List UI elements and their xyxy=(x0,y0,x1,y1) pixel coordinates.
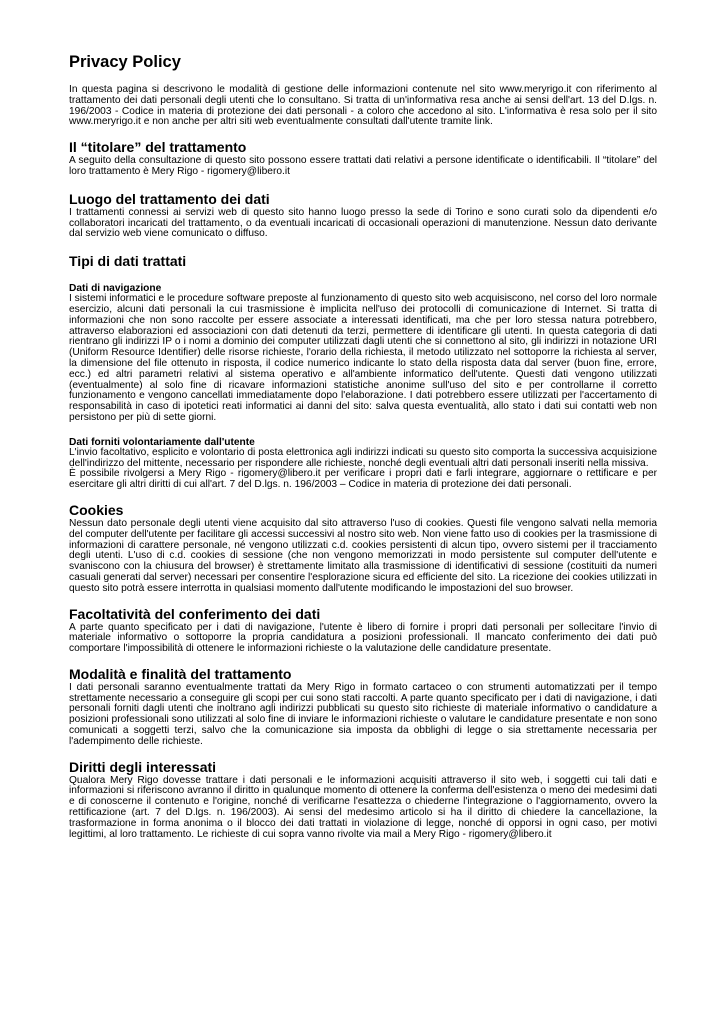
section-heading-diritti: Diritti degli interessati xyxy=(69,758,217,775)
section-modalita xyxy=(69,666,657,748)
section-text-diritti: Qualora Mery Rigo dovesse trattare i dati personali e le informazioni acquisiti attraverso il sito web, i soggetti cui tali dati e informazioni si riferiscono avranno il diritto in qualunque momento di ottenere la conferma dell'esistenza o meno dei medesimi dati e di conoscerne il contenuto e l'origine, nonché di verificarne l'esattezza o chiederne l'integrazione o l'aggiornamento, ovvero la rettificazione (art. 7 del D.lgs. n. 196/2003). Ai sensi del medesimo articolo si ha il diritto di chiedere la cancellazione, la trasformazione in forma anonima o il blocco dei dati trattati in violazione di legge, nonché di opporsi in ogni caso, per motivi legittimi, al loro trattamento. Le richieste di cui sopra vanno rivolte via mail a Mery Rigo - rigomery@libero.it xyxy=(69,774,657,840)
section-luogo xyxy=(69,191,657,240)
subsection-volontari xyxy=(69,437,657,491)
section-heading-luogo: Luogo del trattamento dei dati xyxy=(69,190,270,207)
section-text-titolare: A seguito della consultazione di questo sito possono essere trattati dati relativi a persone identificate o identificabili. Il “titolare” del loro trattamento è Mery Rigo - rigomery@libero.it xyxy=(69,155,657,177)
section-text-facoltativita: A parte quanto specificato per i dati di navigazione, l'utente è libero di fornire i propri dati personali per sollecitare l'invio di materiale informativo o sottoporre la propria candidatura a posizioni professionali. Il mancato conferimento dei dati può comportare l'impossibilità di ottenere le informazioni richieste o la valutazione delle candidature presentate. xyxy=(69,621,657,655)
subheading-navigazione: Dati di navigazione xyxy=(69,283,162,295)
section-text-modalita: I dati personali saranno eventualmente trattati da Mery Rigo in formato cartaceo o con strumenti automatizzati per il tempo strettamente necessario a conseguire gli scopi per cui sono stati raccolti. A parte quanto specificato per i dati di navigazione, i dati personali forniti dagli utenti che inoltrano agli indirizzi pubblicati su questo sito richieste di materiale informativo o candidature a posizioni professionali sono utilizzati al solo fine di inviare le informazioni richieste o valutare le candidature presentate e non sono comunicati a soggetti terzi, salvo che la comunicazione sia imposta da obblighi di legge o sia strettamente necessaria per l'adempimento delle richieste. xyxy=(69,681,657,747)
page-title: Privacy Policy xyxy=(69,53,181,71)
section-heading-titolare: Il “titolare” del trattamento xyxy=(69,139,247,156)
section-cookies xyxy=(69,502,657,595)
subsection-text-navigazione: I sistemi informatici e le procedure software preposte al funzionamento di questo sito web acquisiscono, nel corso del loro normale esercizio, alcuni dati personali la cui trasmissione è implicita nell'uso dei protocolli di comunicazione di Internet. Si tratta di informazioni che non sono raccolte per essere associate a interessati identificati, ma che per loro stessa natura potrebbero, attraverso elaborazioni ed associazioni con dati detenuti da terzi, permettere di identificare gli utenti. In questa categoria di dati rientrano gli indirizzi IP o i nomi a dominio dei computer utilizzati dagli utenti che si connettono al sito, gli indirizzi in notazione URI (Uniform Resource Identifier) delle risorse richieste, l'orario della richiesta, il metodo utilizzato nel sottoporre la richiesta al server, la dimensione del file ottenuto in risposta, il codice numerico indicante lo stato della risposta data dal server (buon fine, errore, ecc.) ed altri parametri relativi al sistema operativo e all'ambiente informatico dell'utente. Questi dati vengono utilizzati (eventualmente) al solo fine di ricavare informazioni statistiche anonime sull'uso del sito e per controllarne il corretto funzionamento e vengono cancellati immediatamente dopo l'elaborazione. I dati potrebbero essere utilizzati per l'accertamento di responsabilità in caso di ipotetici reati informatici ai danni del sito: salva questa eventualità, allo stato i dati sui contatti web non persistono per più di sette giorni. xyxy=(69,293,657,423)
subsection-navigazione xyxy=(69,283,657,424)
section-diritti xyxy=(69,759,657,841)
section-heading-cookies: Cookies xyxy=(69,501,124,518)
intro-paragraph: In questa pagina si descrivono le modalità di gestione delle informazioni contenute nel sito www.meryrigo.it con riferimento al trattamento dei dati personali degli utenti che lo consultano. Si tratta di un'informativa resa anche ai sensi dell'art. 13 del D.lgs. n. 196/2003 - Codice in materia di protezione dei dati personali - a coloro che accedono al sito. L'informativa è resa solo per il sito www.meryrigo.it e non anche per altri siti web eventualmente consultati dall'utente tramite link. xyxy=(69,84,657,128)
section-heading-tipi: Tipi di dati trattati xyxy=(69,253,187,270)
subsection-text-volontari-2: È possibile rivolgersi a Mery Rigo - rigomery@libero.it per verificare i propri dati e farli integrare, aggiornare o rettificare e per esercitare gli altri diritti di cui all'art. 7 del D.lgs. n. 196/2003 – Codice in materia di protezione dei dati personali. xyxy=(69,468,657,491)
section-heading-facoltativita: Facoltatività del conferimento dei dati xyxy=(69,605,321,622)
section-facoltativita xyxy=(69,606,657,655)
subsection-text-volontari-1: L'invio facoltativo, esplicito e volontario di posta elettronica agli indirizzi indicati su questo sito comporta la successiva acquisizione dell'indirizzo del mittente, necessario per rispondere alle richieste, nonché degli eventuali altri dati personali inseriti nella missiva. xyxy=(69,446,657,469)
subheading-volontari: Dati forniti volontariamente dall'utente xyxy=(69,436,255,448)
section-text-luogo: I trattamenti connessi ai servizi web di questo sito hanno luogo presso la sede di Torino e sono curati solo da dipendenti e/o collaboratori incaricati del trattamento, o da eventuali incaricati di occasionali operazioni di manutenzione. Nessun dato derivante dal servizio web viene comunicato o diffuso. xyxy=(69,206,657,240)
section-tipi xyxy=(69,253,657,491)
privacy-policy-document xyxy=(69,52,657,840)
section-titolare xyxy=(69,139,657,178)
section-heading-modalita: Modalità e finalità del trattamento xyxy=(69,665,292,682)
section-text-cookies: Nessun dato personale degli utenti viene acquisito dal sito attraverso l'uso di cookies. Questi file vengono salvati nella memoria del computer dell'utente per facilitare gli accessi successivi al nostro sito web. Non viene fatto uso di cookies per la trasmissione di informazioni di carattere personale, né vengono utilizzati c.d. cookies persistenti di alcun tipo, ovvero sistemi per il tracciamento degli utenti. L'uso di c.d. cookies di sessione (che non vengono memorizzati in modo persistente sul computer dell'utente e svaniscono con la chiusura del browser) è strettamente limitato alla trasmissione di identificativi di sessione (costituiti da numeri casuali generati dal server) necessari per consentire l'esplorazione sicura ed efficiente del sito. La ricezione dei cookies utilizzati in questo sito potrà essere interrotta in qualsiasi momento dall'utente modificando le impostazioni del suo browser. xyxy=(69,517,658,594)
